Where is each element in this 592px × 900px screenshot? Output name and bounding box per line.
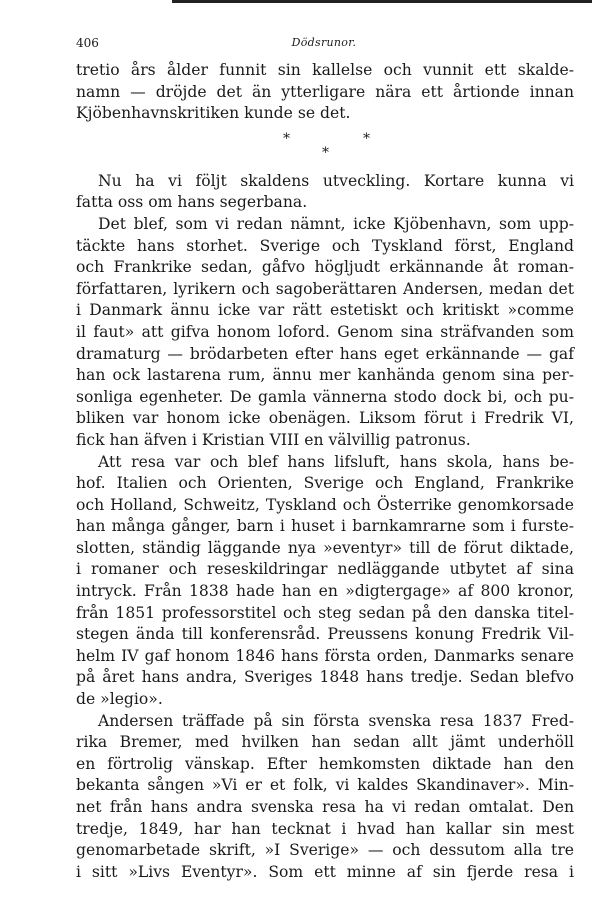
text-line: genomarbetade skrift, »I Sverige» — och dessutom alla tre (76, 841, 574, 860)
asterism-star: * (283, 130, 290, 147)
text-line: tredje, 1849, har han tecknat i hvad han kallar sin mest (76, 819, 574, 838)
text-line: intryck. Från 1838 hade han en »digtergage» af 800 kronor, (76, 582, 574, 601)
text-line: Nu ha vi följt skaldens utveckling. Kortare kunna vi (98, 171, 574, 190)
text-line: il faut» att gifva honom loford. Genom sina sträfvanden som (76, 322, 574, 341)
text-line: täckte hans storhet. Sverige och Tyskland först, England (76, 236, 574, 255)
text-line: Att resa var och blef hans lifsluft, hans skola, hans be- (98, 452, 574, 471)
section-break-asterism (76, 125, 574, 169)
paragraph (76, 711, 574, 884)
text-line: på året hans andra, Sveriges 1848 hans tredje. Sedan blefvo (76, 668, 574, 687)
text-line: Kjöbenhavnskritiken kunde se det. (76, 104, 351, 123)
text-line: tretio års ålder funnit sin kallelse och vunnit ett skalde- (76, 61, 574, 79)
text-line: Det blef, som vi redan nämnt, icke Kjöbenhavn, som upp- (98, 214, 574, 233)
text-line: net från hans andra svenska resa ha vi redan omtalat. Den (76, 798, 574, 816)
text-line: bliken var honom icke obenägen. Liksom förut i Fredrik VI, (76, 409, 574, 428)
text-line: slotten, ständig läggande nya »eventyr» till de förut diktade, (76, 538, 574, 557)
text-line: och Holland, Schweitz, Tyskland och Österrike genomkorsade (76, 495, 574, 514)
text-line: från 1851 professorstitel och steg sedan på den danska titel- (76, 603, 574, 622)
text-line: bekanta sången »Vi er et folk, vi kaldes Skandinaver». Min- (76, 776, 574, 795)
text-line: han ock lastarena rum, ännu mer kanhända genom sina per- (76, 366, 574, 385)
text-line: hof. Italien och Orienten, Sverige och England, Frankrike (76, 474, 574, 493)
paragraph (76, 452, 574, 711)
text-line: de »legio». (76, 690, 163, 709)
text-line: en förtrolig vänskap. Efter hemkomsten diktade han den (76, 754, 574, 773)
text-line: han många gånger, barn i huset i barnkamrarne som i furste- (76, 517, 574, 536)
text-line: och Frankrike sedan, gåfvo högljudt erkännande åt roman- (76, 258, 574, 277)
top-rule (172, 0, 592, 3)
text-line: i romaner och reseskildringar nedläggande utbytet af sina (76, 560, 574, 579)
text-line: stegen ända till konferensråd. Preussens konung Fredrik Vil- (76, 625, 574, 644)
asterism-star: * (322, 144, 329, 161)
page-number: 406 (76, 36, 99, 50)
paragraph (76, 171, 574, 214)
running-head: Dödsrunor. (291, 36, 357, 49)
text-line: Andersen träffade på sin första svenska resa 1837 Fred- (98, 711, 574, 730)
body-text (76, 60, 574, 883)
text-line: sonliga egenheter. De gamla vännerna stodo dock bi, och pu- (76, 387, 574, 406)
text-line: fick han äfven i Kristian VIII en välvillig patronus. (76, 430, 471, 449)
text-line: fatta oss om hans segerbana. (76, 193, 308, 212)
asterism-star: * (363, 130, 370, 147)
paragraph (76, 214, 574, 452)
text-line: helm IV gaf honom 1846 hans första orden, Danmarks senare (76, 646, 574, 665)
page-header (76, 36, 572, 56)
text-line: författaren, lyrikern och sagoberättaren Andersen, medan det (76, 279, 574, 298)
text-line: i sitt »Livs Eventyr». Som ett minne af sin fjerde resa i (76, 862, 574, 881)
text-line: rika Bremer, med hvilken han sedan allt jämt underhöll (76, 733, 574, 752)
text-line: i Danmark ännu icke var rätt estetiskt och kritiskt »comme (76, 301, 574, 320)
text-line: dramaturg — brödarbeten efter hans eget erkännande — gaf (76, 344, 574, 363)
paragraph (76, 60, 574, 125)
text-line: namn — dröjde det än ytterligare nära ett årtionde innan (76, 82, 574, 101)
